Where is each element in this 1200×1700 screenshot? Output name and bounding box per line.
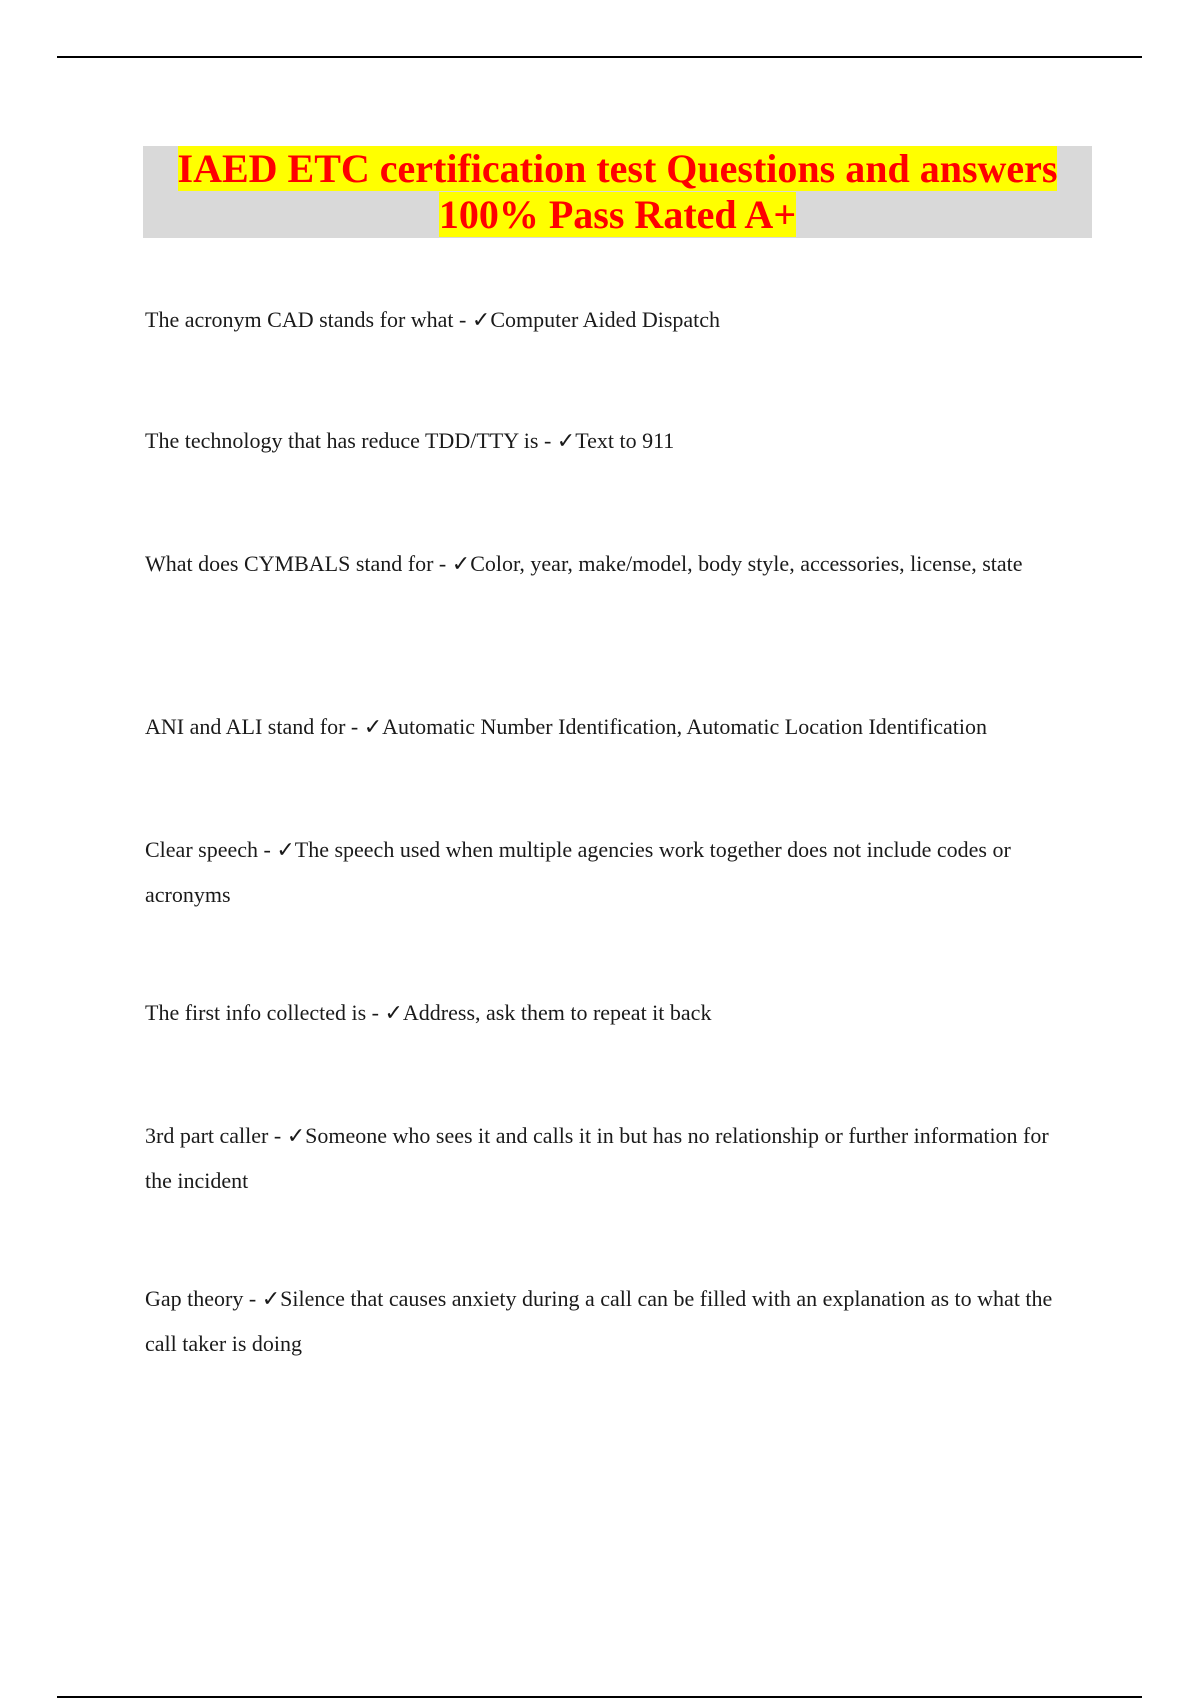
question-text: The technology that has reduce TDD/TTY is (145, 428, 539, 453)
answer-text: Color, year, make/model, body style, accessories, license, state (470, 551, 1023, 576)
qa-item (145, 991, 711, 1036)
separator: - (243, 1286, 262, 1311)
qa-item (145, 1277, 1080, 1366)
checkmark-icon: ✓ (471, 308, 491, 333)
answer-text: Automatic Number Identification, Automatic Location Identification (382, 714, 987, 739)
separator: - (345, 714, 364, 739)
qa-item (145, 419, 674, 464)
checkmark-icon: ✓ (384, 1001, 403, 1026)
checkmark-icon: ✓ (261, 1287, 281, 1312)
answer-text: Someone who sees it and calls it in but has no relationship or further information for the incident (145, 1123, 1049, 1193)
checkmark-icon: ✓ (363, 715, 383, 740)
checkmark-icon: ✓ (451, 552, 471, 577)
question-text: What does CYMBALS stand for (145, 551, 434, 576)
title-box (143, 146, 1092, 238)
top-rule (57, 56, 1142, 58)
qa-item (145, 298, 720, 343)
question-text: Clear speech (145, 837, 258, 862)
question-text: 3rd part caller (145, 1123, 269, 1148)
qa-item (145, 1114, 1080, 1203)
checkmark-icon: ✓ (276, 838, 295, 863)
qa-item (145, 828, 1080, 917)
bottom-rule (57, 1696, 1142, 1698)
question-text: Gap theory (145, 1286, 244, 1311)
question-text: ANI and ALI stand for (145, 714, 346, 739)
checkmark-icon: ✓ (286, 1124, 306, 1149)
separator: - (268, 1123, 287, 1148)
title-line-2: 100% Pass Rated A+ (438, 192, 797, 237)
question-text: The first info collected is (145, 1000, 367, 1025)
separator: - (258, 837, 277, 862)
question-text: The acronym CAD stands for what (145, 307, 454, 332)
answer-text: Address, ask them to repeat it back (402, 1000, 712, 1025)
separator: - (366, 1000, 385, 1025)
answer-text: Silence that causes anxiety during a call can be filled with an explanation as to what the call taker is doing (145, 1286, 1053, 1356)
separator: - (538, 428, 557, 453)
checkmark-icon: ✓ (556, 429, 576, 454)
answer-text: Computer Aided Dispatch (490, 307, 721, 332)
title-line-1: IAED ETC certification test Questions and answers (177, 146, 1058, 191)
qa-item (145, 705, 987, 750)
answer-text: The speech used when multiple agencies work together does not include codes or acronyms (145, 837, 1011, 907)
answer-text: Text to 911 (575, 428, 675, 453)
page-title (178, 146, 1058, 238)
separator: - (433, 551, 452, 576)
qa-item (145, 542, 1023, 587)
separator: - (453, 307, 472, 332)
